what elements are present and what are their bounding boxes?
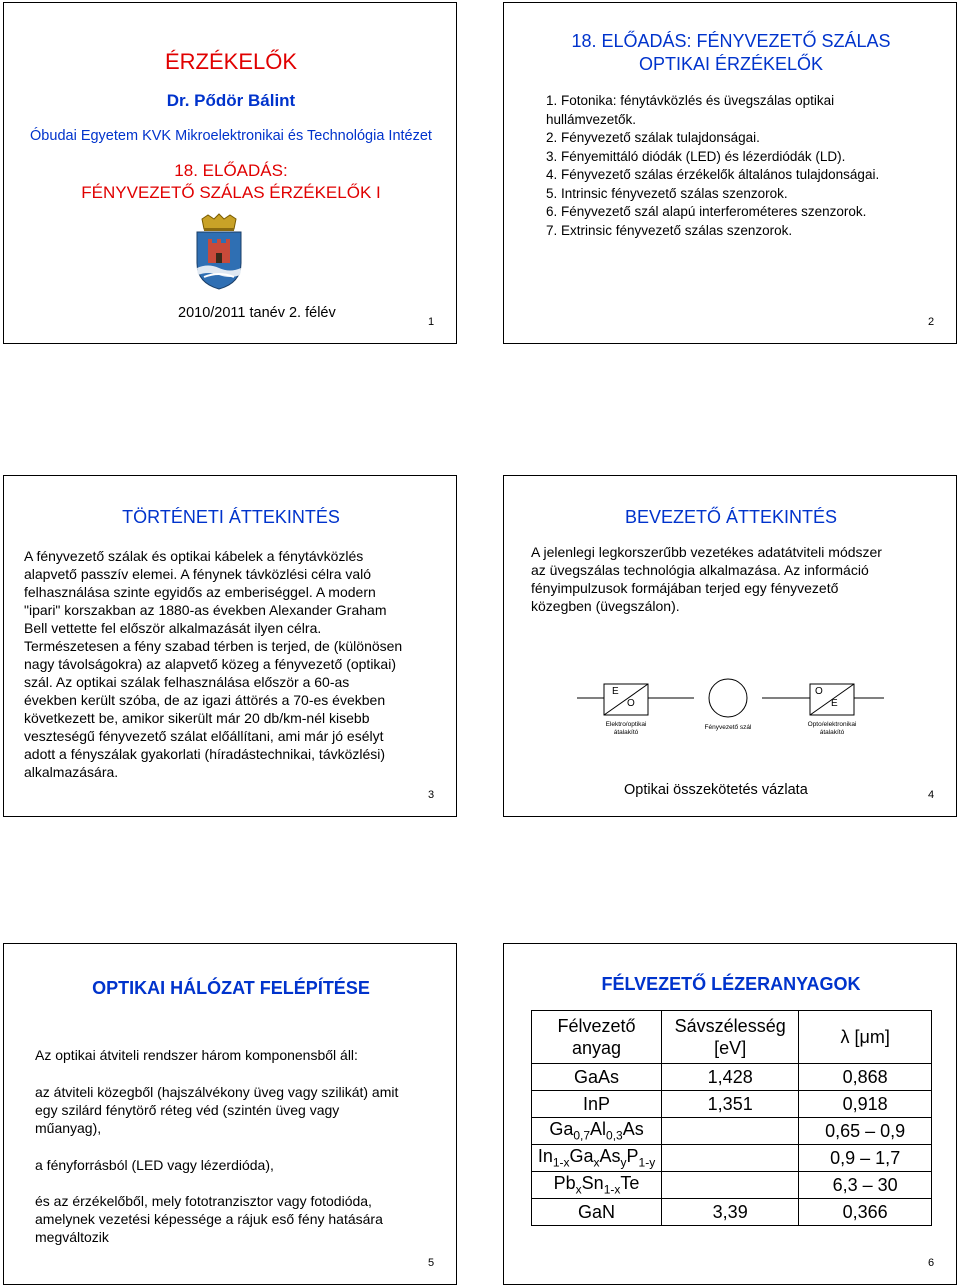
page-number-4: 4	[928, 789, 935, 801]
right-box-o-label: O	[815, 686, 823, 697]
slide-6	[503, 943, 957, 1285]
formula-part: Sn	[581, 1173, 604, 1194]
slide3-body	[24, 547, 454, 781]
cell-material	[532, 1118, 662, 1145]
formula-subscript: 1-y	[638, 1155, 656, 1170]
text-line: A fényvezető szálak és optikai kábelek a fénytávközlés	[24, 548, 364, 564]
formula-subscript: 1-x	[552, 1155, 570, 1170]
header-bandgap-line2: [eV]	[714, 1038, 747, 1058]
slide3-title: TÖRTÉNETI ÁTTEKINTÉS	[122, 507, 340, 527]
formula-subscript: x	[575, 1182, 582, 1197]
cell-wavelength: 6,3 – 30	[799, 1172, 932, 1199]
header-material	[532, 1011, 662, 1064]
cell-wavelength: 0,9 – 1,7	[799, 1145, 932, 1172]
text-line: fényimpulzusok formájában terjed egy fényvezető	[531, 580, 839, 596]
page-number-5: 5	[428, 1257, 435, 1269]
cell-wavelength: 0,366	[799, 1199, 932, 1226]
list-item: 1. Fotonika: fénytávközlés és üvegszálas optikai	[546, 93, 835, 108]
slide5-title: OPTIKAI HÁLÓZAT FELÉPÍTÉSE	[92, 978, 370, 998]
table-header-row	[532, 1011, 932, 1064]
cell-bandgap: 1,428	[662, 1064, 799, 1091]
formula-part: Ga	[569, 1146, 594, 1167]
slide-4	[503, 475, 957, 817]
laser-materials-table	[531, 1010, 932, 1226]
slide5-component-3	[35, 1192, 455, 1246]
slide4-caption: Optikai összekötetés vázlata	[624, 782, 808, 798]
slide6-title: FÉLVEZETŐ LÉZERANYAGOK	[601, 974, 861, 994]
cell-bandgap	[662, 1118, 799, 1145]
text-line: alkalmazására.	[24, 764, 119, 780]
formula-part: Ga	[549, 1119, 574, 1140]
formula-subscript: 1-x	[603, 1182, 621, 1197]
table-row	[532, 1091, 932, 1118]
cell-bandgap: 3,39	[662, 1199, 799, 1226]
text-line: az átviteli közegből (hajszálvékony üveg vagy szilikát) amit	[35, 1084, 399, 1100]
text-line: alapvető passzív elemei. A fénynek távközlési célra való	[24, 566, 372, 582]
cell-bandgap	[662, 1145, 799, 1172]
cell-bandgap	[662, 1172, 799, 1199]
text-line: az üvegszálas technológia alkalmazása. Az információ	[531, 562, 869, 578]
list-item: 6. Fényvezető szál alapú interferométeres szenzorok.	[546, 204, 867, 219]
optical-link-diagram	[504, 671, 958, 731]
slide2-title-line1: 18. ELŐADÁS: FÉNYVEZETŐ SZÁLAS	[571, 31, 891, 51]
text-line: A jelenlegi legkorszerűbb vezetékes adatátviteli módszer	[531, 544, 882, 560]
text-line: amelynek vezetési képessége a rájuk eső fény hatására	[35, 1211, 383, 1227]
formula-part: Pb	[553, 1173, 576, 1194]
cell-wavelength: 0,918	[799, 1091, 932, 1118]
list-item: 7. Extrinsic fényvezető szálas szenzorok.	[546, 222, 793, 238]
text-line: következett be, amikor sikerült már 20 db/km-nél kisebb	[24, 710, 370, 726]
slide1-semester: 2010/2011 tanév 2. félév	[178, 305, 336, 321]
text-line: nagy távolságokra) az alapvető közeg a fényvezető (optikai)	[24, 656, 396, 672]
text-line: egy szilárd fénytörő réteg véd (szintén üveg vagy	[35, 1102, 340, 1118]
right-box-e-label: E	[831, 698, 838, 709]
header-material-line2: anyag	[572, 1038, 622, 1058]
slide2-title-line2: OPTIKAI ÉRZÉKELŐK	[638, 54, 824, 74]
formula-subscript: x	[593, 1155, 600, 1170]
text-line: években került szóba, de az igazi áttörés a 70-es években	[24, 692, 386, 708]
left-box-e-label: E	[612, 686, 619, 697]
slide5-component-1	[35, 1083, 455, 1137]
header-wavelength: λ [μm]	[799, 1011, 932, 1064]
list-item: 2. Fényvezető szálak tulajdonságai.	[546, 130, 760, 145]
cell-material	[532, 1172, 662, 1199]
header-bandgap-line1: Sávszélesség	[674, 1016, 786, 1036]
formula-part: P	[626, 1146, 639, 1167]
fiber-label: Fényvezető szál	[704, 724, 752, 731]
right-converter-label-line2: átalakító	[819, 729, 845, 736]
slide4-body	[531, 543, 951, 615]
right-converter-label	[792, 721, 872, 737]
cell-bandgap: 1,351	[662, 1091, 799, 1118]
header-bandgap	[662, 1011, 799, 1064]
slide1-author: Dr. Pődör Bálint	[166, 91, 296, 110]
text-line: és az érzékelőből, mely fototranzisztor vagy fotodióda,	[35, 1193, 372, 1209]
page-number-3: 3	[428, 789, 435, 801]
slide-1	[3, 2, 457, 344]
formula-subscript: 0,3	[606, 1128, 623, 1143]
table-row	[532, 1145, 932, 1172]
cell-wavelength: 0,65 – 0,9	[799, 1118, 932, 1145]
page-number-1: 1	[428, 316, 435, 328]
table-row	[532, 1199, 932, 1226]
list-item: hullámvezetők.	[546, 111, 637, 127]
slide4-title: BEVEZETŐ ÁTTEKINTÉS	[624, 507, 838, 527]
text-line: megváltozik	[35, 1229, 109, 1245]
left-converter-label-line2: átalakító	[613, 729, 639, 736]
text-line: "ipari" korszakban az 1880-as években Alexander Graham	[24, 602, 387, 618]
text-line: Bell vettette fel először alkalmazását ilyen célra.	[24, 620, 322, 636]
text-line: felhasználása szinte egyidős az emberiséggel. A modern	[24, 584, 376, 600]
formula-part: Al	[590, 1119, 607, 1140]
left-converter-label	[586, 721, 666, 737]
text-line: szál. Az optikai szálak felhasználása először a 60-as	[24, 674, 350, 690]
slide1-institution: Óbudai Egyetem KVK Mikroelektronikai és Technológia Intézet	[30, 128, 432, 144]
slide1-lecture-line1: 18. ELŐADÁS:	[174, 161, 288, 180]
page-number-6: 6	[928, 1257, 935, 1269]
left-converter-label-line1: Elektro/optikai	[605, 721, 647, 728]
left-box-o-label: O	[627, 698, 635, 709]
cell-material	[532, 1145, 662, 1172]
slide1-lecture-line2: FÉNYVEZETŐ SZÁLAS ÉRZÉKELŐK I	[81, 183, 381, 202]
page-number-2: 2	[928, 316, 935, 328]
formula-part: In	[537, 1146, 553, 1167]
slide-2	[503, 2, 957, 344]
formula-subscript: 0,7	[573, 1128, 591, 1143]
cell-material: GaAs	[532, 1064, 662, 1091]
table-row	[532, 1118, 932, 1145]
coat-of-arms-icon	[194, 213, 244, 291]
text-line: műanyag),	[35, 1120, 102, 1136]
text-line: közegben (üvegszálon).	[531, 598, 680, 614]
formula-part: Te	[620, 1173, 640, 1194]
header-material-line1: Félvezető	[557, 1016, 636, 1036]
slide5-component-2: a fényforrásból (LED vagy lézerdióda),	[35, 1157, 274, 1173]
formula-part: As	[622, 1119, 644, 1140]
slide5-intro: Az optikai átviteli rendszer három komponensből áll:	[35, 1047, 358, 1063]
table-row	[532, 1172, 932, 1199]
list-item: 4. Fényvezető szálas érzékelők általános tulajdonságai.	[546, 167, 880, 182]
text-line: adott a fényszálak gyakorlati (híradástechnikai, távközlési)	[24, 746, 386, 762]
cell-material: InP	[532, 1091, 662, 1118]
list-item: 3. Fényemittáló diódák (LED) és lézerdiódák (LD).	[546, 148, 846, 164]
text-line: Természetesen a fény szabad térben is terjed, de (különösen	[24, 638, 403, 654]
cell-wavelength: 0,868	[799, 1064, 932, 1091]
slide-5	[3, 943, 457, 1285]
slide-3	[3, 475, 457, 817]
right-converter-label-line1: Opto/elektronikai	[807, 721, 857, 728]
formula-part: As	[599, 1146, 621, 1167]
cell-material: GaN	[532, 1199, 662, 1226]
formula-subscript: y	[620, 1155, 627, 1170]
list-item: 5. Intrinsic fényvezető szálas szenzorok.	[546, 185, 788, 201]
slide2-outline-list	[546, 92, 946, 240]
text-line: veszteségű fényvezető szálat előállítani, ami már jó esélyt	[24, 728, 384, 744]
table-row	[532, 1064, 932, 1091]
slide1-title: ÉRZÉKELŐK	[164, 49, 298, 74]
